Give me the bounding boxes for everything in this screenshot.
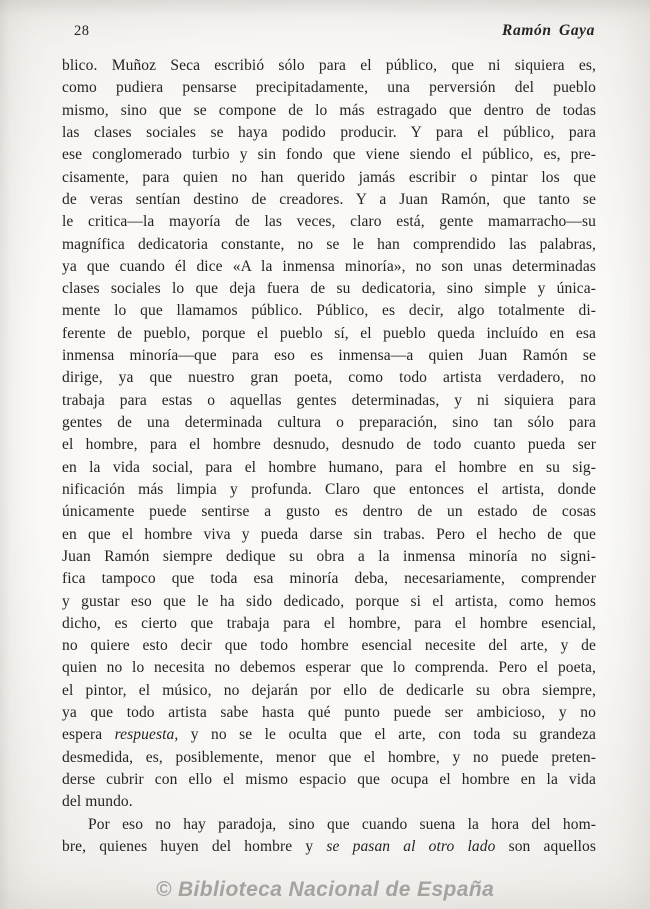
text-segment: y no se le oculta que el arte, con toda su grandeza	[178, 726, 596, 744]
text-segment: le critica—la mayoría de las veces, claro está, gente mamarracho—su	[62, 213, 596, 231]
text-segment: derse cubrir con ello el mismo espacio que ocupa el hombre en la vida	[62, 771, 596, 788]
text-line	[62, 234, 596, 256]
text-line	[62, 345, 596, 367]
text-segment: cisamente, para quien no han querido jamás escribir o pintar los que	[62, 168, 596, 186]
text-line	[62, 367, 596, 389]
text-line	[62, 256, 596, 278]
text-line	[62, 390, 596, 412]
text-segment: mismo, sino que se compone de lo más estragado que dentro de todas	[62, 101, 596, 119]
text-segment: ya que cuando él dice «A la inmensa minoría», no son unas determinadas	[62, 257, 596, 275]
text-segment: gentes de una determinada cultura o preparación, sino tan sólo para	[62, 414, 596, 431]
text-segment: de veras sentían destino de creadores. Y a Juan Ramón, que tanto se	[62, 190, 596, 208]
text-line	[62, 568, 596, 590]
text-segment: únicamente puede sentirse a gusto es dentro de un estado de cosas	[62, 503, 596, 521]
text-line	[62, 323, 596, 345]
text-segment: clases sociales lo que deja fuera de su dedicatoria, sino simple y única-	[62, 280, 596, 298]
text-line	[62, 167, 596, 189]
italic-phrase: respuesta,	[114, 726, 179, 744]
text-line	[62, 77, 596, 99]
text-segment: no quiere esto decir que todo hombre esencial necesite del arte, y de	[62, 637, 596, 655]
text-line	[62, 836, 596, 858]
page-body	[62, 55, 596, 858]
text-segment: las clases sociales se haya podido producir. Y para el público, para	[62, 123, 596, 141]
text-line	[62, 546, 596, 568]
text-line	[62, 769, 596, 791]
text-line	[62, 524, 596, 546]
text-line	[62, 724, 596, 746]
text-segment: son aquellos	[495, 837, 596, 855]
text-line	[62, 702, 596, 724]
text-line	[62, 657, 596, 679]
text-segment: ese conglomerado turbio y sin fondo que viene siendo el público, es, pre-	[62, 146, 596, 164]
text-line	[62, 278, 596, 300]
text-segment: nificación más limpia y profunda. Claro que entonces el artista, donde	[62, 480, 596, 498]
page-header	[0, 0, 650, 40]
text-segment: como pudiera pensarse precipitadamente, una perversión del pueblo	[62, 79, 596, 97]
text-line	[62, 189, 596, 211]
text-segment: blico. Muñoz Seca escribió sólo para el público, que ni siquiera es,	[62, 57, 596, 74]
text-line	[62, 635, 596, 657]
text-line	[62, 434, 596, 456]
text-line	[62, 680, 596, 702]
text-segment: dirige, ya que nuestro gran poeta, como todo artista verdadero, no	[62, 369, 596, 387]
text-segment: en que el hombre viva y pueda darse sin trabas. Pero el hecho de que	[62, 525, 596, 543]
running-header-title: Ramón Gaya	[502, 22, 595, 39]
text-segment: el hombre, para el hombre desnudo, desnudo de todo cuanto pueda ser	[62, 436, 596, 454]
text-line	[62, 814, 596, 836]
text-line	[62, 100, 596, 122]
text-segment: bre, quienes huyen del hombre y	[62, 837, 327, 855]
italic-phrase: se pasan al otro lado	[326, 837, 496, 855]
watermark: © Biblioteca Nacional de España	[155, 878, 495, 901]
text-line	[62, 412, 596, 434]
text-line	[62, 55, 596, 77]
text-line	[62, 591, 596, 613]
text-line	[62, 501, 596, 523]
text-segment: quien no lo necesita no debemos esperar que lo comprenda. Pero el poeta,	[62, 659, 596, 677]
text-line	[62, 791, 596, 813]
text-segment: dicho, es cierto que trabaja para el hombre, para el hombre esencial,	[62, 614, 596, 632]
text-line	[62, 747, 596, 769]
text-segment: fica tampoco que toda esa minoría deba, necesariamente, comprender	[62, 570, 596, 588]
text-line	[62, 300, 596, 322]
text-segment: y gustar eso que le ha sido dedicado, porque si el artista, como hemos	[62, 592, 596, 610]
text-line	[62, 479, 596, 501]
text-segment: ya que todo artista sabe hasta qué punto puede ser ambicioso, y no	[62, 704, 596, 722]
text-line	[62, 122, 596, 144]
text-segment: trabaja para estas o aquellas gentes determinadas, y ni siquiera para	[62, 391, 596, 409]
text-line	[62, 613, 596, 635]
text-segment: el pintor, el músico, no dejarán por ello de dedicarle su obra siempre,	[62, 681, 596, 699]
text-segment: del mundo.	[62, 793, 133, 811]
text-segment: Juan Ramón siempre dedique su obra a la inmensa minoría no signi-	[62, 547, 596, 565]
text-line	[62, 144, 596, 166]
text-line	[62, 457, 596, 479]
text-segment: en la vida social, para el hombre humano, para el hombre en su sig-	[62, 458, 596, 476]
text-segment: Por eso no hay paradoja, sino que cuando suena la hora del hom-	[88, 815, 596, 833]
text-segment: desmedida, es, posiblemente, menor que el hombre, y no puede preten-	[62, 748, 596, 766]
page-number: 28	[74, 23, 90, 39]
text-line	[62, 211, 596, 233]
text-segment: espera	[62, 726, 115, 744]
text-segment: ferente de pueblo, porque el pueblo sí, el pueblo queda incluído en esa	[62, 324, 596, 342]
text-segment: mente lo que llamamos público. Público, es decir, algo totalmente di-	[62, 302, 596, 320]
text-segment: inmensa minoría—que para eso es inmensa—a quien Juan Ramón se	[62, 347, 596, 365]
text-segment: magnífica dedicatoria constante, no se le han comprendido las palabras,	[62, 235, 596, 253]
